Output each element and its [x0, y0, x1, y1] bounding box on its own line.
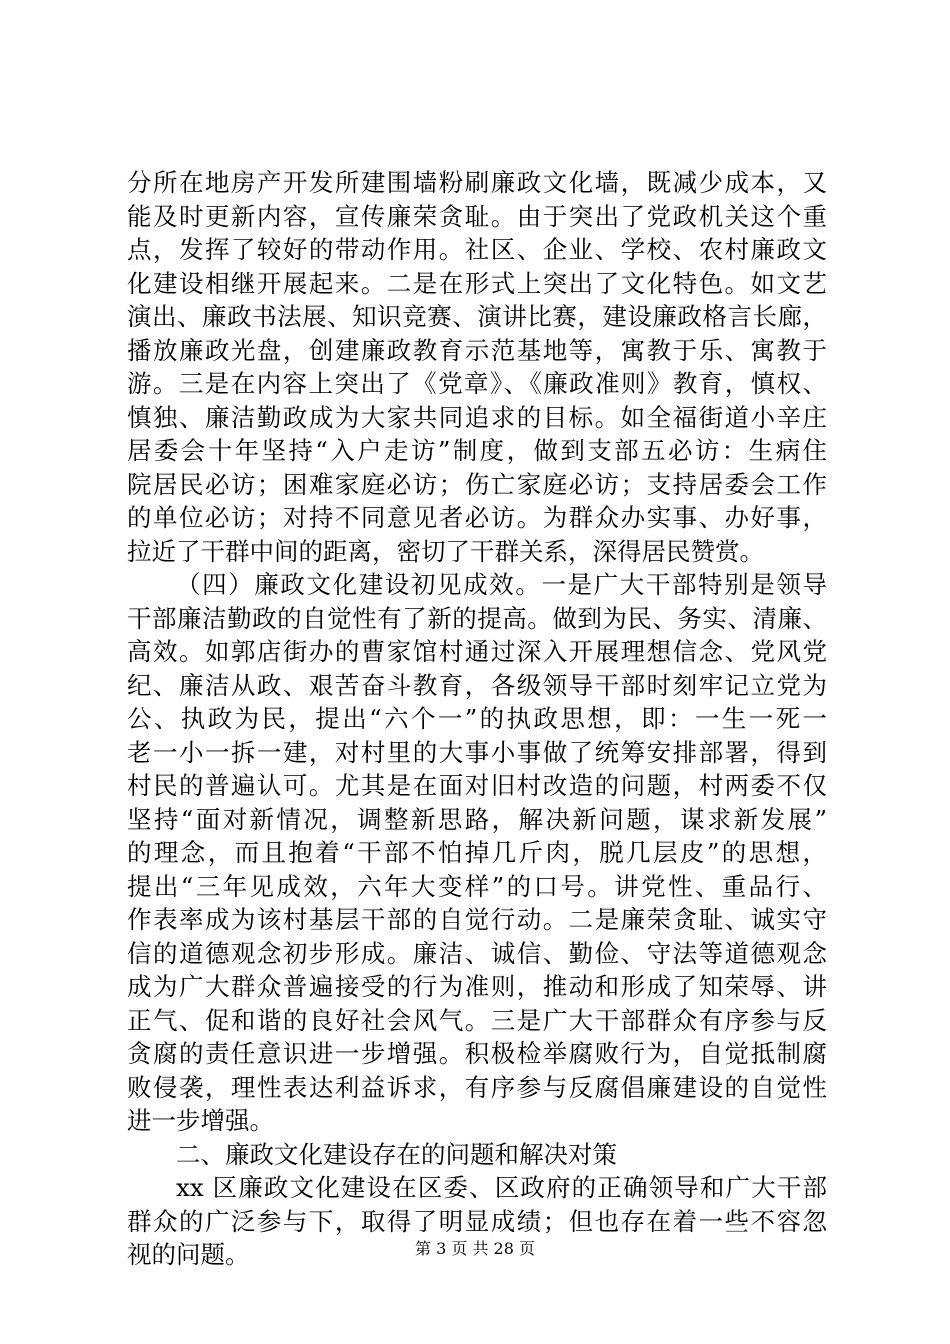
text-line: 村民的普遍认可。尤其是在面对旧村改造的问题，村两委不仅 — [127, 771, 827, 800]
text-line: 成为广大群众普遍接受的行为准则，推动和形成了知荣辱、讲 — [127, 972, 827, 1001]
text-line: 公、执政为民，提出“六个一”的执政思想，即：一生一死一 — [127, 704, 827, 733]
text-line: 败侵袭，理性表达利益诉求，有序参与反腐倡廉建设的自觉性 — [127, 1072, 827, 1102]
document-body — [127, 166, 827, 1272]
text-line: 二、廉政文化建设存在的问题和解决对策 — [176, 1139, 617, 1169]
text-line: 的单位必访；对持不同意见者必访。为群众办实事、办好事， — [127, 503, 827, 532]
text-line: 提出“三年见成效，六年大变样”的口号。讲党性、重品行、 — [127, 871, 827, 901]
text-line: 分所在地房产开发所建围墙粉刷廉政文化墙，既减少成本，又 — [127, 168, 827, 197]
text-line: 化建设相继开展起来。二是在形式上突出了文化特色。如文艺 — [127, 268, 827, 298]
text-line: 点，发挥了较好的带动作用。社区、企业、学校、农村廉政文 — [127, 235, 827, 264]
text-line: 老一小一拆一建，对村里的大事小事做了统筹安排部署，得到 — [127, 737, 827, 767]
text-line: 能及时更新内容，宣传廉荣贪耻。由于突出了党政机关这个重 — [127, 201, 827, 231]
text-line: 信的道德观念初步形成。廉洁、诚信、勤俭、守法等道德观念 — [127, 938, 827, 968]
text-line: 高效。如郭店街办的曹家馆村通过深入开展理想信念、党风党 — [127, 637, 827, 666]
page-footer: 第 3 页 共 28 页 — [415, 1239, 535, 1258]
text-line: 干部廉洁勤政的自觉性有了新的提高。做到为民、务实、清廉、 — [127, 603, 827, 633]
text-line: 群众的广泛参与下，取得了明显成绩；但也存在着一些不容忽 — [127, 1206, 827, 1236]
text-line: 的理念，而且抱着“干部不怕掉几斤肉，脱几层皮”的思想， — [127, 838, 827, 867]
text-line: 播放廉政光盘，创建廉政教育示范基地等，寓教于乐、寓教于 — [127, 335, 827, 365]
text-line: 游。三是在内容上突出了《党章》、《廉政准则》教育，慎权、 — [127, 369, 827, 398]
text-line: 视的问题。 — [127, 1240, 250, 1269]
text-line: 坚持“面对新情况，调整新思路，解决新问题，谋求新发展” — [127, 804, 827, 834]
text-line: 纪、廉洁从政、艰苦奋斗教育，各级领导干部时刻牢记立党为 — [127, 670, 827, 700]
text-line: 慎独、廉洁勤政成为大家共同追求的目标。如全福街道小辛庄 — [127, 402, 827, 432]
text-line: 正气、促和谐的良好社会风气。三是广大干部群众有序参与反 — [127, 1005, 827, 1035]
text-line: xx 区廉政文化建设在区委、区政府的正确领导和广大干部 — [176, 1173, 827, 1202]
text-line: 院居民必访；困难家庭必访；伤亡家庭必访；支持居委会工作 — [127, 469, 827, 499]
text-line: 拉近了干群中间的距离，密切了干群关系，深得居民赞赏。 — [127, 536, 764, 566]
text-line: 贪腐的责任意识进一步增强。积极检举腐败行为，自觉抵制腐 — [127, 1039, 827, 1068]
text-line: 演出、廉政书法展、知识竞赛、演讲比赛，建设廉政格言长廊， — [127, 302, 827, 331]
text-line: 作表率成为该村基层干部的自觉行动。二是廉荣贪耻、诚实守 — [127, 905, 827, 934]
text-line: （四）廉政文化建设初见成效。一是广大干部特别是领导 — [176, 570, 827, 599]
text-line: 进一步增强。 — [127, 1106, 274, 1135]
text-line: 居委会十年坚持“入户走访”制度，做到支部五必访：生病住 — [127, 436, 827, 465]
